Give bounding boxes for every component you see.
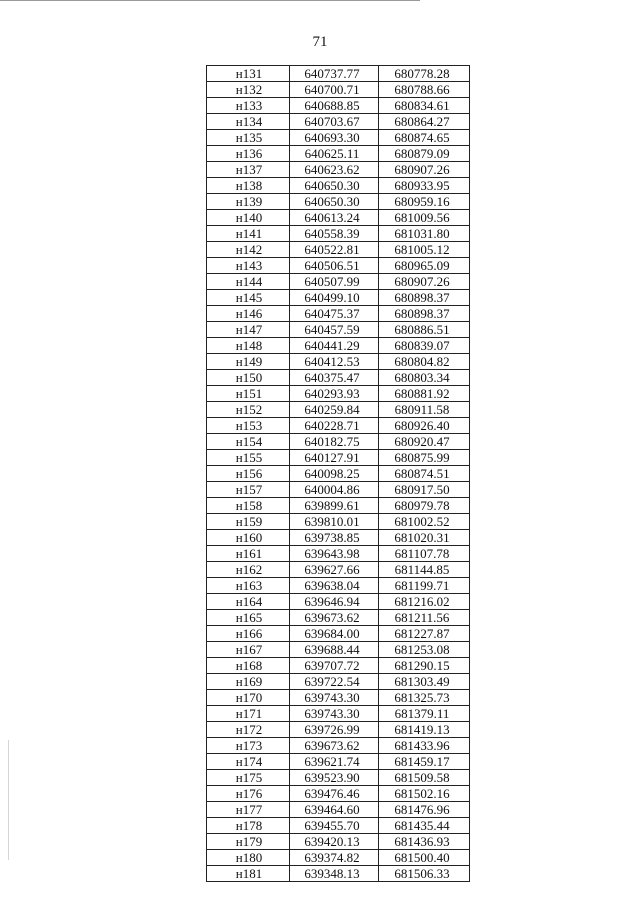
table-row — [207, 514, 470, 530]
table-row — [207, 818, 470, 834]
point-id-cell: н172 — [207, 722, 290, 738]
x-coordinate-cell: 640375.47 — [290, 370, 379, 386]
table-row — [207, 210, 470, 226]
x-coordinate-cell: 640625.11 — [290, 146, 379, 162]
y-coordinate-cell: 680881.92 — [379, 386, 470, 402]
table-row — [207, 434, 470, 450]
y-coordinate-cell: 680898.37 — [379, 306, 470, 322]
table-row — [207, 386, 470, 402]
point-id-cell: н175 — [207, 770, 290, 786]
y-coordinate-cell: 681216.02 — [379, 594, 470, 610]
point-id-cell: н180 — [207, 850, 290, 866]
y-coordinate-cell: 681009.56 — [379, 210, 470, 226]
y-coordinate-cell: 681509.58 — [379, 770, 470, 786]
x-coordinate-cell: 639743.30 — [290, 690, 379, 706]
y-coordinate-cell: 680804.82 — [379, 354, 470, 370]
x-coordinate-cell: 640507.99 — [290, 274, 379, 290]
point-id-cell: н135 — [207, 130, 290, 146]
y-coordinate-cell: 680959.16 — [379, 194, 470, 210]
y-coordinate-cell: 681303.49 — [379, 674, 470, 690]
table-row — [207, 562, 470, 578]
x-coordinate-cell: 639738.85 — [290, 530, 379, 546]
x-coordinate-cell: 640182.75 — [290, 434, 379, 450]
table-row — [207, 610, 470, 626]
y-coordinate-cell: 681002.52 — [379, 514, 470, 530]
y-coordinate-cell: 680965.09 — [379, 258, 470, 274]
x-coordinate-cell: 639374.82 — [290, 850, 379, 866]
y-coordinate-cell: 680778.28 — [379, 66, 470, 82]
y-coordinate-cell: 680879.09 — [379, 146, 470, 162]
table-row — [207, 786, 470, 802]
y-coordinate-cell: 681379.11 — [379, 706, 470, 722]
table-row — [207, 354, 470, 370]
point-id-cell: н143 — [207, 258, 290, 274]
x-coordinate-cell: 639810.01 — [290, 514, 379, 530]
table-row — [207, 578, 470, 594]
y-coordinate-cell: 680933.95 — [379, 178, 470, 194]
table-row — [207, 530, 470, 546]
y-coordinate-cell: 681325.73 — [379, 690, 470, 706]
table-row — [207, 850, 470, 866]
table-row — [207, 114, 470, 130]
table-row — [207, 98, 470, 114]
point-id-cell: н165 — [207, 610, 290, 626]
table-row — [207, 450, 470, 466]
x-coordinate-cell: 639455.70 — [290, 818, 379, 834]
table-row — [207, 146, 470, 162]
x-coordinate-cell: 640700.71 — [290, 82, 379, 98]
point-id-cell: н141 — [207, 226, 290, 242]
x-coordinate-cell: 640688.85 — [290, 98, 379, 114]
point-id-cell: н179 — [207, 834, 290, 850]
point-id-cell: н136 — [207, 146, 290, 162]
x-coordinate-cell: 640228.71 — [290, 418, 379, 434]
point-id-cell: н168 — [207, 658, 290, 674]
table-row — [207, 546, 470, 562]
y-coordinate-cell: 681031.80 — [379, 226, 470, 242]
y-coordinate-cell: 680907.26 — [379, 274, 470, 290]
table-row — [207, 498, 470, 514]
x-coordinate-cell: 640127.91 — [290, 450, 379, 466]
x-coordinate-cell: 640693.30 — [290, 130, 379, 146]
table-row — [207, 322, 470, 338]
x-coordinate-cell: 639420.13 — [290, 834, 379, 850]
x-coordinate-cell: 639646.94 — [290, 594, 379, 610]
table-row — [207, 658, 470, 674]
point-id-cell: н134 — [207, 114, 290, 130]
y-coordinate-cell: 681506.33 — [379, 866, 470, 882]
table-row — [207, 258, 470, 274]
x-coordinate-cell: 640650.30 — [290, 194, 379, 210]
x-coordinate-cell: 640475.37 — [290, 306, 379, 322]
table-row — [207, 642, 470, 658]
point-id-cell: н181 — [207, 866, 290, 882]
y-coordinate-cell: 680926.40 — [379, 418, 470, 434]
point-id-cell: н146 — [207, 306, 290, 322]
y-coordinate-cell: 680907.26 — [379, 162, 470, 178]
x-coordinate-cell: 639899.61 — [290, 498, 379, 514]
y-coordinate-cell: 681433.96 — [379, 738, 470, 754]
point-id-cell: н153 — [207, 418, 290, 434]
point-id-cell: н144 — [207, 274, 290, 290]
y-coordinate-cell: 680875.99 — [379, 450, 470, 466]
table-row — [207, 66, 470, 82]
point-id-cell: н140 — [207, 210, 290, 226]
point-id-cell: н133 — [207, 98, 290, 114]
x-coordinate-cell: 639673.62 — [290, 738, 379, 754]
x-coordinate-cell: 640412.53 — [290, 354, 379, 370]
y-coordinate-cell: 681500.40 — [379, 850, 470, 866]
point-id-cell: н131 — [207, 66, 290, 82]
point-id-cell: н171 — [207, 706, 290, 722]
table-row — [207, 178, 470, 194]
y-coordinate-cell: 681253.08 — [379, 642, 470, 658]
x-coordinate-cell: 639476.46 — [290, 786, 379, 802]
y-coordinate-cell: 681211.56 — [379, 610, 470, 626]
point-id-cell: н132 — [207, 82, 290, 98]
x-coordinate-cell: 640613.24 — [290, 210, 379, 226]
table-row — [207, 338, 470, 354]
point-id-cell: н155 — [207, 450, 290, 466]
table-row — [207, 370, 470, 386]
table-row — [207, 226, 470, 242]
x-coordinate-cell: 639726.99 — [290, 722, 379, 738]
table-row — [207, 706, 470, 722]
table-row — [207, 306, 470, 322]
y-coordinate-cell: 680898.37 — [379, 290, 470, 306]
x-coordinate-cell: 640703.67 — [290, 114, 379, 130]
x-coordinate-cell: 640457.59 — [290, 322, 379, 338]
table-row — [207, 82, 470, 98]
table-row — [207, 402, 470, 418]
point-id-cell: н166 — [207, 626, 290, 642]
table-row — [207, 466, 470, 482]
y-coordinate-cell: 681419.13 — [379, 722, 470, 738]
point-id-cell: н164 — [207, 594, 290, 610]
point-id-cell: н149 — [207, 354, 290, 370]
y-coordinate-cell: 680834.61 — [379, 98, 470, 114]
point-id-cell: н167 — [207, 642, 290, 658]
point-id-cell: н157 — [207, 482, 290, 498]
point-id-cell: н156 — [207, 466, 290, 482]
x-coordinate-cell: 639464.60 — [290, 802, 379, 818]
point-id-cell: н159 — [207, 514, 290, 530]
x-coordinate-cell: 640506.51 — [290, 258, 379, 274]
point-id-cell: н170 — [207, 690, 290, 706]
x-coordinate-cell: 640650.30 — [290, 178, 379, 194]
y-coordinate-cell: 680886.51 — [379, 322, 470, 338]
table-row — [207, 274, 470, 290]
table-row — [207, 242, 470, 258]
point-id-cell: н162 — [207, 562, 290, 578]
x-coordinate-cell: 639523.90 — [290, 770, 379, 786]
x-coordinate-cell: 640737.77 — [290, 66, 379, 82]
point-id-cell: н173 — [207, 738, 290, 754]
y-coordinate-cell: 681107.78 — [379, 546, 470, 562]
point-id-cell: н163 — [207, 578, 290, 594]
scan-edge-line — [0, 0, 420, 1]
table-row — [207, 594, 470, 610]
point-id-cell: н142 — [207, 242, 290, 258]
point-id-cell: н161 — [207, 546, 290, 562]
x-coordinate-cell: 639722.54 — [290, 674, 379, 690]
y-coordinate-cell: 681199.71 — [379, 578, 470, 594]
y-coordinate-cell: 680788.66 — [379, 82, 470, 98]
point-id-cell: н151 — [207, 386, 290, 402]
table-row — [207, 770, 470, 786]
y-coordinate-cell: 680920.47 — [379, 434, 470, 450]
point-id-cell: н177 — [207, 802, 290, 818]
point-id-cell: н147 — [207, 322, 290, 338]
table-row — [207, 626, 470, 642]
x-coordinate-cell: 640522.81 — [290, 242, 379, 258]
table-row — [207, 802, 470, 818]
table-row — [207, 866, 470, 882]
point-id-cell: н178 — [207, 818, 290, 834]
y-coordinate-cell: 681020.31 — [379, 530, 470, 546]
y-coordinate-cell: 681290.15 — [379, 658, 470, 674]
y-coordinate-cell: 681476.96 — [379, 802, 470, 818]
x-coordinate-cell: 639743.30 — [290, 706, 379, 722]
x-coordinate-cell: 640441.29 — [290, 338, 379, 354]
y-coordinate-cell: 681227.87 — [379, 626, 470, 642]
table-row — [207, 834, 470, 850]
table-row — [207, 722, 470, 738]
y-coordinate-cell: 680839.07 — [379, 338, 470, 354]
y-coordinate-cell: 680979.78 — [379, 498, 470, 514]
point-id-cell: н158 — [207, 498, 290, 514]
y-coordinate-cell: 680874.51 — [379, 466, 470, 482]
x-coordinate-cell: 639627.66 — [290, 562, 379, 578]
x-coordinate-cell: 639684.00 — [290, 626, 379, 642]
x-coordinate-cell: 640623.62 — [290, 162, 379, 178]
x-coordinate-cell: 640558.39 — [290, 226, 379, 242]
y-coordinate-cell: 680917.50 — [379, 482, 470, 498]
table-row — [207, 738, 470, 754]
page-number: 71 — [312, 34, 328, 50]
x-coordinate-cell: 639643.98 — [290, 546, 379, 562]
table-row — [207, 674, 470, 690]
x-coordinate-cell: 639673.62 — [290, 610, 379, 626]
point-id-cell: н160 — [207, 530, 290, 546]
y-coordinate-cell: 681502.16 — [379, 786, 470, 802]
coordinates-table — [206, 65, 470, 882]
table-row — [207, 290, 470, 306]
table-row — [207, 754, 470, 770]
table-row — [207, 162, 470, 178]
y-coordinate-cell: 680864.27 — [379, 114, 470, 130]
point-id-cell: н176 — [207, 786, 290, 802]
table-row — [207, 418, 470, 434]
point-id-cell: н137 — [207, 162, 290, 178]
table-row — [207, 482, 470, 498]
point-id-cell: н154 — [207, 434, 290, 450]
scan-edge-line-left — [8, 740, 9, 860]
point-id-cell: н150 — [207, 370, 290, 386]
point-id-cell: н148 — [207, 338, 290, 354]
y-coordinate-cell: 680803.34 — [379, 370, 470, 386]
point-id-cell: н174 — [207, 754, 290, 770]
x-coordinate-cell: 640004.86 — [290, 482, 379, 498]
x-coordinate-cell: 639638.04 — [290, 578, 379, 594]
point-id-cell: н152 — [207, 402, 290, 418]
point-id-cell: н138 — [207, 178, 290, 194]
y-coordinate-cell: 681435.44 — [379, 818, 470, 834]
y-coordinate-cell: 681459.17 — [379, 754, 470, 770]
x-coordinate-cell: 640259.84 — [290, 402, 379, 418]
x-coordinate-cell: 640098.25 — [290, 466, 379, 482]
table-row — [207, 130, 470, 146]
table-row — [207, 194, 470, 210]
table-row — [207, 690, 470, 706]
y-coordinate-cell: 681005.12 — [379, 242, 470, 258]
y-coordinate-cell: 681436.93 — [379, 834, 470, 850]
point-id-cell: н145 — [207, 290, 290, 306]
coordinates-table-body — [207, 66, 470, 882]
y-coordinate-cell: 680911.58 — [379, 402, 470, 418]
x-coordinate-cell: 640293.93 — [290, 386, 379, 402]
point-id-cell: н139 — [207, 194, 290, 210]
x-coordinate-cell: 639348.13 — [290, 866, 379, 882]
x-coordinate-cell: 640499.10 — [290, 290, 379, 306]
x-coordinate-cell: 639707.72 — [290, 658, 379, 674]
x-coordinate-cell: 639621.74 — [290, 754, 379, 770]
point-id-cell: н169 — [207, 674, 290, 690]
y-coordinate-cell: 680874.65 — [379, 130, 470, 146]
x-coordinate-cell: 639688.44 — [290, 642, 379, 658]
y-coordinate-cell: 681144.85 — [379, 562, 470, 578]
